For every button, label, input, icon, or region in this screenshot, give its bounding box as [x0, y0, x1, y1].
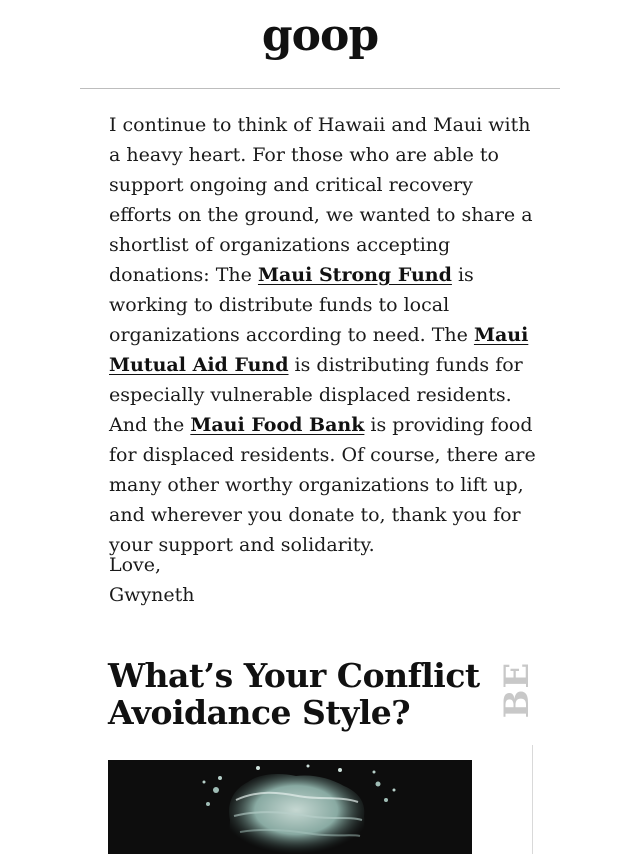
- side-label: BE: [497, 661, 537, 719]
- letter-text-3: is distributing funds for especially vulnerable displaced residents. And the: [109, 354, 523, 436]
- water-splash-image: [108, 760, 472, 854]
- feature-image[interactable]: [108, 760, 472, 854]
- goop-logo[interactable]: goop: [261, 10, 379, 61]
- vertical-divider: [532, 745, 533, 854]
- header: [0, 0, 640, 88]
- signoff-closing: Love,: [109, 554, 162, 576]
- signoff-name: Gwyneth: [109, 584, 195, 606]
- letter-text-4: is providing food for displaced residents. Of course, there are many other worthy organizations to lift up, and wherever you donate to, thank you for your support and solidarity.: [109, 414, 536, 556]
- feature-title[interactable]: What’s Your Conflict Avoidance Style?: [108, 656, 480, 732]
- maui-mutual-aid-fund-link[interactable]: Maui Mutual Aid Fund: [109, 324, 529, 376]
- letter-text-1: I continue to think of Hawaii and Maui with a heavy heart. For those who are able to support ongoing and critical recovery efforts on the ground, we wanted to share a shortlist of organizations accepting donations: The: [109, 114, 533, 286]
- header-divider: [80, 88, 560, 89]
- letter-body: [109, 110, 539, 560]
- maui-strong-fund-link[interactable]: Maui Strong Fund: [257, 264, 452, 286]
- signoff: [109, 550, 409, 610]
- letter-text-2: is working to distribute funds to local organizations according to need. The: [109, 264, 474, 346]
- maui-food-bank-link[interactable]: Maui Food Bank: [190, 414, 365, 436]
